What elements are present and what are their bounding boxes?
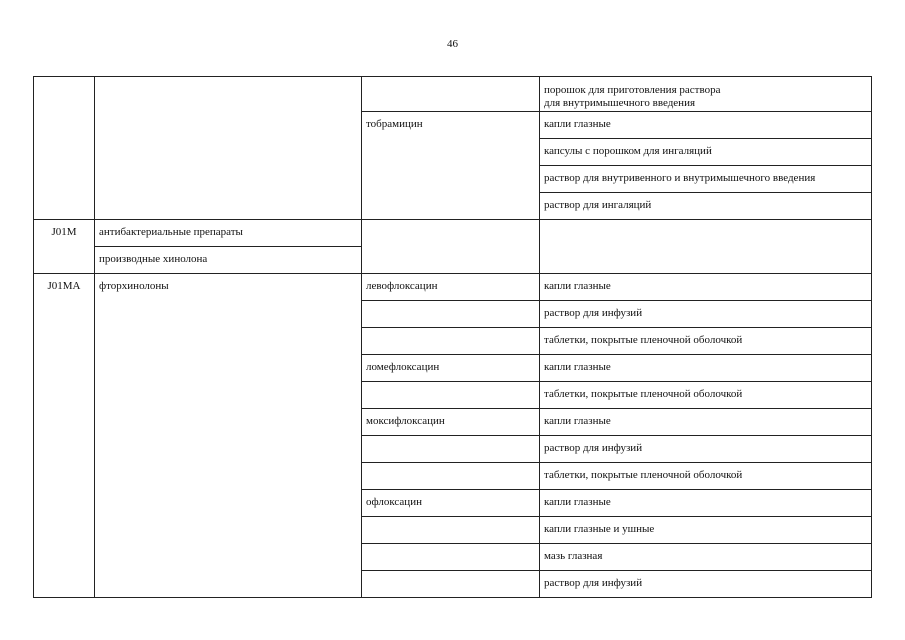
dosage-form-cell: раствор для внутривенного и внутримышечного введения [540,166,872,193]
drug-name-cell [362,544,540,571]
dosage-form-cell [540,77,872,112]
table-row [34,220,872,247]
group-name-cell: антибактериальные препараты [95,220,362,247]
dosage-form-cell: мазь глазная [540,544,872,571]
dosage-form-line: для внутримышечного введения [544,97,696,109]
drug-name-cell: левофлоксацин [362,274,540,301]
drug-name-cell [362,328,540,355]
drug-name-cell [362,436,540,463]
atc-code-cell [34,77,95,220]
page-number: 46 [447,38,458,50]
dosage-form-cell: капли глазные и ушные [540,517,872,544]
drug-name-cell [362,220,540,274]
drug-name-cell: ломефлоксацин [362,355,540,382]
drug-table [33,76,872,598]
dosage-form-cell: раствор для инфузий [540,571,872,598]
table-row [34,77,872,112]
dosage-form-cell: раствор для ингаляций [540,193,872,220]
dosage-form-cell: капли глазные [540,490,872,517]
dosage-form-cell: таблетки, покрытые пленочной оболочкой [540,382,872,409]
dosage-form-cell: капсулы с порошком для ингаляций [540,139,872,166]
drug-name-cell [362,382,540,409]
group-name-cell: фторхинолоны [95,274,362,598]
dosage-form-cell [540,220,872,274]
dosage-form-cell: раствор для инфузий [540,436,872,463]
group-name-cell [95,77,362,220]
dosage-form-cell: таблетки, покрытые пленочной оболочкой [540,463,872,490]
dosage-form-cell: капли глазные [540,112,872,139]
dosage-form-line: порошок для приготовления раствора [544,84,721,96]
drug-name-cell [362,77,540,112]
atc-code-cell: J01MA [34,274,95,598]
drug-name-cell [362,571,540,598]
drug-name-cell: моксифлоксацин [362,409,540,436]
dosage-form-cell: таблетки, покрытые пленочной оболочкой [540,328,872,355]
drug-name-cell: тобрамицин [362,112,540,220]
group-name-cell: производные хинолона [95,247,362,274]
dosage-form-cell: капли глазные [540,274,872,301]
drug-name-cell [362,463,540,490]
table-row [34,274,872,301]
atc-code-cell: J01M [34,220,95,274]
drug-name-cell [362,517,540,544]
dosage-form-cell: раствор для инфузий [540,301,872,328]
drug-name-cell [362,301,540,328]
dosage-form-cell: капли глазные [540,355,872,382]
drug-name-cell: офлоксацин [362,490,540,517]
dosage-form-cell: капли глазные [540,409,872,436]
